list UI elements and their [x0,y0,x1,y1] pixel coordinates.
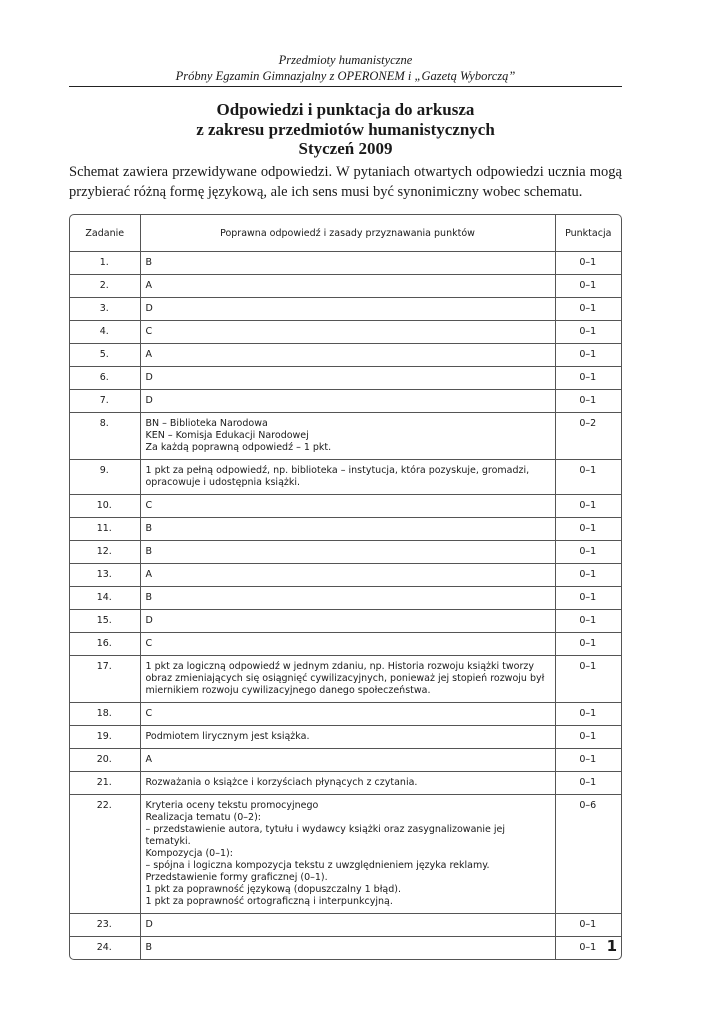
points-cell: 0–1 [555,252,621,275]
points-cell: 0–1 [555,656,621,703]
task-number: 4. [70,321,140,344]
answer-line: B [145,257,153,268]
points-cell: 0–1 [555,914,621,937]
answer-line: obraz zmieniających się osiągnięć cywilizacyjnych, ponieważ jej stopień rozwoju był [145,673,545,684]
table-row [70,518,621,541]
answer-cell [140,703,555,726]
points-cell: 0–1 [555,541,621,564]
table-row [70,937,621,960]
answer-cell [140,460,555,495]
answer-cell [140,772,555,795]
points-cell: 0–1 [555,772,621,795]
answer-line: C [145,708,153,719]
answer-line: B [145,546,153,557]
answer-cell [140,252,555,275]
answer-key-table [69,214,622,960]
answer-line: Podmiotem lirycznym jest książka. [145,731,310,742]
answer-line: C [145,500,153,511]
answer-line: 1 pkt za pełną odpowiedź, np. biblioteka – instytucja, która pozyskuje, gromadzi, [145,465,530,476]
running-header [69,52,622,84]
answer-line: Przedstawienie formy graficznej (0–1). [145,872,328,883]
column-header-answer: Poprawna odpowiedź i zasady przyznawania punktów [140,215,555,252]
title-line-2: z zakresu przedmiotów humanistycznych [196,119,495,139]
task-number: 13. [70,564,140,587]
table-row [70,633,621,656]
task-number: 15. [70,610,140,633]
points-cell: 0–6 [555,795,621,914]
answer-cell [140,656,555,703]
table-row [70,656,621,703]
points-cell: 0–2 [555,413,621,460]
table-row [70,252,621,275]
header-exam-name: Próbny Egzamin Gimnazjalny z OPERONEM i „Gazetą Wyborczą” [175,69,516,83]
task-number: 24. [70,937,140,960]
points-cell: 0–1 [555,703,621,726]
points-cell: 0–1 [555,390,621,413]
table-row [70,749,621,772]
answer-cell [140,495,555,518]
answer-cell [140,518,555,541]
points-cell: 0–1 [555,460,621,495]
answer-cell [140,321,555,344]
table-row [70,587,621,610]
answer-cell [140,390,555,413]
points-cell: 0–1 [555,587,621,610]
task-number: 9. [70,460,140,495]
points-cell: 0–1 [555,937,621,960]
answer-cell [140,541,555,564]
task-number: 14. [70,587,140,610]
answer-line: KEN – Komisja Edukacji Narodowej [145,430,309,441]
task-number: 1. [99,257,109,268]
answer-cell [140,914,555,937]
answer-line: 1 pkt za poprawność językową (dopuszczalny 1 błąd). [145,884,401,895]
table-row [70,344,621,367]
answer-line: D [145,372,153,383]
answer-line: A [145,349,152,360]
task-number: 2. [70,275,140,298]
points-cell: 0–1 [555,298,621,321]
answer-line: Kompozycja (0–1): [145,848,233,859]
answer-cell [140,937,555,960]
answer-cell [140,587,555,610]
table-row [70,298,621,321]
column-header-task: Zadanie [70,215,140,252]
answer-cell [140,564,555,587]
answer-line: C [145,638,153,649]
task-number: 8. [70,413,140,460]
answer-cell [140,298,555,321]
task-number: 19. [70,726,140,749]
answer-cell [140,749,555,772]
points-cell: 0–1 [555,275,621,298]
answer-cell [140,795,555,914]
header-subject: Przedmioty humanistyczne [278,53,413,67]
table-row [70,275,621,298]
answer-line: 1 pkt za logiczną odpowiedź w jednym zdaniu, np. Historia rozwoju książki tworzy [145,661,535,672]
table-row [70,541,621,564]
answer-line: – spójna i logiczna kompozycja tekstu z uwzględnieniem języka reklamy. [145,860,490,871]
task-number: 22. [70,795,140,914]
task-number: 23. [70,914,140,937]
answer-cell [140,275,555,298]
points-cell: 0–1 [555,726,621,749]
intro-paragraph: Schemat zawiera przewidywane odpowiedzi. W pytaniach otwartych odpowiedzi ucznia mogą przybierać różną formę językową, ale ich sens musi być synonimiczny wobec schematu. [69,164,622,200]
answer-cell [140,413,555,460]
column-header-points: Punktacja [555,215,621,252]
task-number: 21. [70,772,140,795]
table-row [70,914,621,937]
answer-cell [140,344,555,367]
task-number: 3. [70,298,140,321]
table-row [70,795,621,914]
task-number: 20. [70,749,140,772]
answer-cell [140,726,555,749]
task-number: 5. [70,344,140,367]
table-row [70,610,621,633]
title-line-1: Odpowiedzi i punktacja do arkusza [216,100,475,119]
table-row [70,321,621,344]
answer-line: A [145,280,152,291]
answer-line: opracowuje i udostępnia książki. [145,477,301,488]
answer-cell [140,610,555,633]
header-rule [69,86,622,87]
task-number: 18. [70,703,140,726]
table-header-row [70,215,621,252]
answer-line: miernikiem rozwoju cywilizacyjnego danego społeczeństwa. [145,685,431,696]
table-row [70,726,621,749]
table-row [70,772,621,795]
answer-line: A [145,569,152,580]
page-number: 1 [606,937,617,955]
task-number: 7. [70,390,140,413]
answer-line: D [145,919,153,930]
answer-line: Kryteria oceny tekstu promocyjnego [145,800,319,811]
points-cell: 0–1 [555,633,621,656]
answer-line: Realizacja tematu (0–2): [145,812,261,823]
table-row [70,367,621,390]
points-cell: 0–1 [555,518,621,541]
points-cell: 0–1 [555,495,621,518]
answer-line: A [145,754,152,765]
points-cell: 0–1 [555,749,621,772]
answer-line: B [145,942,153,953]
task-number: 11. [70,518,140,541]
answer-cell [140,367,555,390]
points-cell: 0–1 [555,367,621,390]
table-row [70,460,621,495]
table-row [70,564,621,587]
answer-line: C [145,326,153,337]
answer-line: – przedstawienie autora, tytułu i wydawcy książki oraz zasygnalizowanie jej tematyki. [145,824,506,847]
answer-line: D [145,395,153,406]
task-number: 12. [70,541,140,564]
answer-line: Rozważania o książce i korzyściach płynących z czytania. [145,777,418,788]
task-number: 17. [70,656,140,703]
answer-cell [140,633,555,656]
table-row [70,495,621,518]
task-number: 16. [70,633,140,656]
answer-line: Za każdą poprawną odpowiedź – 1 pkt. [145,442,332,453]
answer-line: BN – Biblioteka Narodowa [145,418,268,429]
page-title [69,100,622,159]
points-cell: 0–1 [555,321,621,344]
table-row [70,390,621,413]
answer-line: B [145,523,153,534]
task-number: 6. [70,367,140,390]
points-cell: 0–1 [555,344,621,367]
answer-line: B [145,592,153,603]
table-row [70,413,621,460]
task-number: 10. [70,495,140,518]
table-row [70,703,621,726]
points-cell: 0–1 [555,564,621,587]
answer-line: 1 pkt za poprawność ortograficzną i interpunkcyjną. [145,896,393,907]
points-cell: 0–1 [555,610,621,633]
answer-line: D [145,303,153,314]
answer-line: D [145,615,153,626]
title-line-3: Styczeń 2009 [298,139,393,158]
